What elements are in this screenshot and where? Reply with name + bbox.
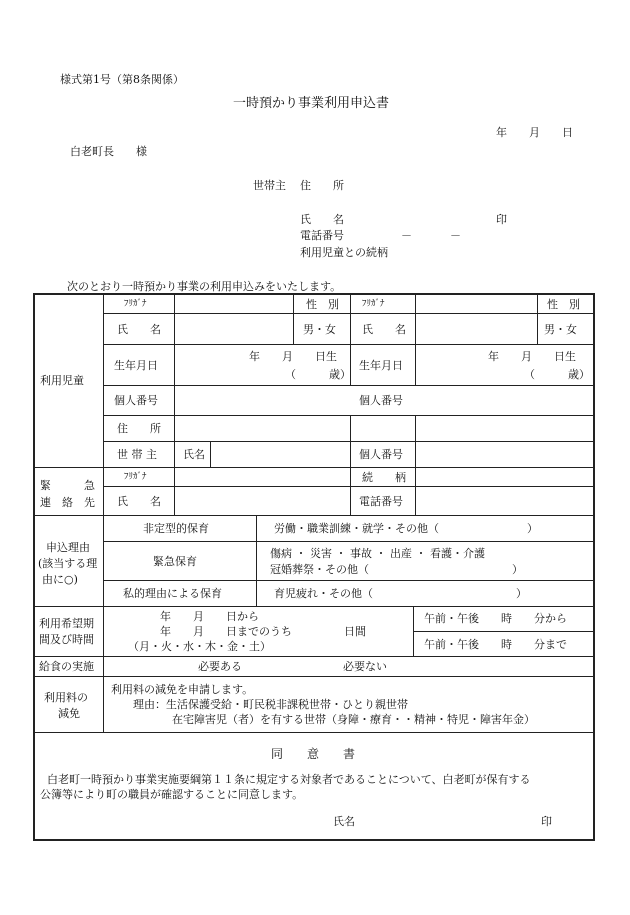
fee-apply-text: 利用料の減免を申請します。 (111, 683, 254, 696)
gender-label: 性 別 (547, 298, 580, 311)
reason-type-label: 私的理由による保育 (123, 587, 222, 600)
period-days: 日間 (344, 625, 366, 638)
time-from[interactable]: 午前・午後 時 分から (424, 612, 567, 625)
reason-label: 由に○) (42, 573, 78, 586)
period-label: 利用希望期 (39, 617, 94, 630)
time-to[interactable]: 午前・午後 時 分まで (424, 638, 567, 651)
fee-label: 減免 (58, 707, 80, 720)
period-until[interactable]: 年 月 日までのうち (160, 625, 292, 638)
consent-text: 白老町一時預かり事業実施要綱第１１条に規定する対象者であることについて、白老町が保有する (47, 773, 531, 786)
phone-separator: － (401, 229, 412, 242)
name-label: 氏 名 (300, 213, 344, 226)
period-from[interactable]: 年 月 日から (160, 610, 259, 623)
date-line: 年 月 日 (496, 126, 573, 139)
reason-type-options[interactable]: 冠婚葬祭・その他（ ） (270, 563, 523, 576)
consent-seal: 印 (541, 815, 552, 828)
phone-separator: － (450, 229, 461, 242)
emergency-phone-label: 電話番号 (359, 495, 403, 508)
address-label: 住 所 (300, 179, 344, 192)
fee-label: 利用料の (44, 691, 88, 704)
relation-label: 利用児童との続柄 (300, 246, 388, 259)
dob-label: 生年月日 (114, 359, 158, 372)
consent-text: 公簿等により町の職員が確認することに同意します。 (40, 788, 304, 801)
furigana-label: ﾌﾘｶﾞﾅ (124, 299, 147, 309)
period-label: 間及び時間 (39, 633, 94, 646)
fee-reason-options[interactable]: 理由：生活保護受給・町民税非課税世帯・ひとり親世帯 (133, 698, 408, 711)
child-name-label: 氏 名 (117, 323, 161, 336)
gender-value[interactable]: 男・女 (544, 323, 577, 336)
seal-mark: 印 (496, 213, 507, 226)
consent-title: 同 意 書 (271, 747, 356, 761)
form-number: 様式第1号（第8条関係） (60, 73, 184, 86)
meal-label: 給食の実施 (39, 660, 94, 673)
reason-label: (該当する理 (38, 557, 98, 570)
reason-type-label: 緊急保育 (153, 555, 197, 568)
page-title: 一時預かり事業利用申込書 (233, 96, 390, 111)
id-label: 個人番号 (359, 394, 403, 407)
dob-label: 生年月日 (359, 359, 403, 372)
age-value[interactable]: （ 歳） (524, 368, 590, 381)
id-label: 個人番号 (114, 394, 158, 407)
period-weekdays[interactable]: （月・火・水・木・金・土） (128, 640, 271, 653)
reason-type-label: 非定型的保育 (143, 522, 209, 535)
consent-name-label: 氏名 (333, 815, 355, 828)
fee-reason-options[interactable]: 在宅障害児（者）を有する世帯（身障・療育・・精神・特児・障害年金） (172, 713, 535, 726)
emergency-label: 緊 急 (40, 479, 95, 492)
gender-label: 性 別 (306, 298, 339, 311)
furigana-label: ﾌﾘｶﾞﾅ (362, 299, 385, 309)
age-value[interactable]: （ 歳） (285, 368, 351, 381)
emergency-label: 連 絡 先 (40, 496, 95, 509)
child-name-label: 氏 名 (362, 323, 406, 336)
dob-value[interactable]: 年 月 日生 (488, 350, 576, 363)
furigana-label: ﾌﾘｶﾞﾅ (124, 472, 147, 482)
gender-value[interactable]: 男・女 (303, 323, 336, 336)
reason-type-options[interactable]: 傷病 ・ 災害 ・ 事故 ・ 出産 ・ 看護・介護 (270, 547, 485, 560)
intro-text: 次のとおり一時預かり事業の利用申込みをいたします。 (67, 280, 342, 293)
meal-yes[interactable]: 必要ある (198, 660, 242, 673)
reason-type-options[interactable]: 労働・職業訓練・就学・その他（ ） (274, 522, 538, 535)
dob-value[interactable]: 年 月 日生 (249, 350, 337, 363)
meal-no[interactable]: 必要ない (343, 660, 387, 673)
household-head-name-label: 氏名 (183, 448, 205, 461)
addressee: 白老町長 様 (70, 145, 147, 158)
child-address-label: 住 所 (117, 422, 161, 435)
reason-type-options[interactable]: 育児疲れ・その他（ ） (274, 587, 527, 600)
reason-label: 申込理由 (46, 541, 90, 554)
head-label: 世帯主 (253, 179, 286, 192)
household-head-id-label: 個人番号 (359, 448, 403, 461)
phone-label: 電話番号 (300, 229, 344, 242)
relation-label: 続 柄 (362, 471, 406, 484)
child-section-label: 利用児童 (40, 374, 84, 387)
emergency-name-label: 氏 名 (117, 495, 161, 508)
household-head-label: 世 帯 主 (117, 448, 157, 461)
